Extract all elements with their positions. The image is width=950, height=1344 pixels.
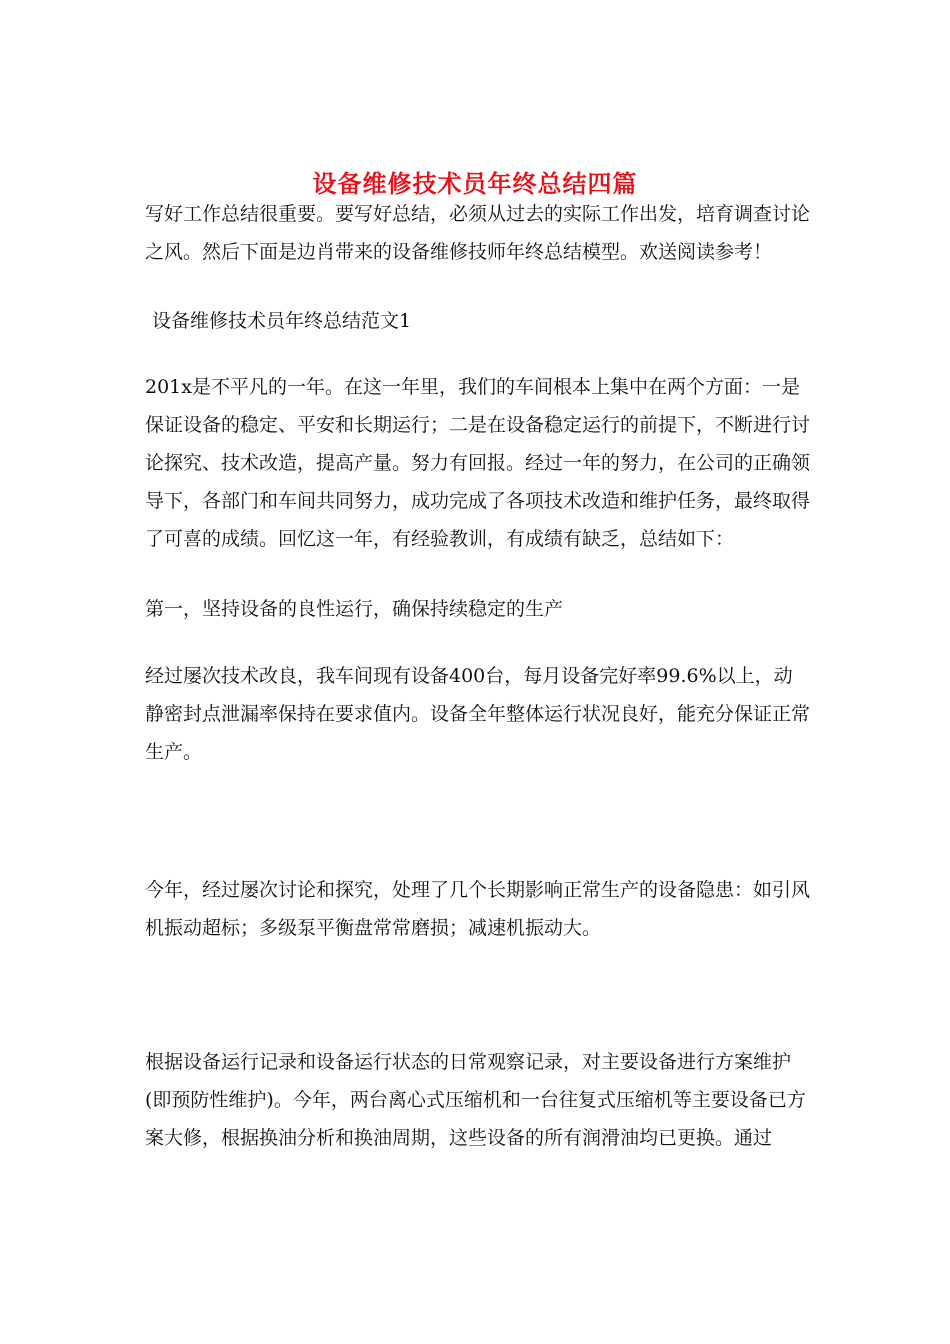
body-paragraph-2-heading: 第一，坚持设备的良性运行，确保持续稳定的生产 xyxy=(145,598,564,620)
section-subheading: 设备维修技术员年终总结范文1 xyxy=(152,310,412,332)
body-paragraph-5: 根据设备运行记录和设备运行状态的日常观察记录，对主要设备进行方案维护(即预防性维护)。今年，两台离心式压缩机和一台往复式压缩机等主要设备已方案大修，根据换油分析和换油周期，这些设备的所有润滑油均已更换。通过 xyxy=(145,1051,806,1149)
body-paragraph-3: 经过屡次技术改良，我车间现有设备400台，每月设备完好率99.6%以上，动静密封点泄漏率保持在要求值内。设备全年整体运行状况良好，能充分保证正常生产。 xyxy=(145,665,811,763)
body-paragraph-1: 201x是不平凡的一年。在这一年里，我们的车间根本上集中在两个方面：一是保证设备的稳定、平安和长期运行；二是在设备稳定运行的前提下，不断进行讨论探究、技术改造，提高产量。努力有回报。经过一年的努力，在公司的正确领导下，各部门和车间共同努力，成功完成了各项技术改造和维护任务，最终取得了可喜的成绩。回忆这一年，有经验教训，有成绩有缺乏，总结如下： xyxy=(145,376,811,550)
body-paragraph-4: 今年，经过屡次讨论和探究，处理了几个长期影响正常生产的设备隐患：如引风机振动超标；多级泵平衡盘常常磨损；减速机振动大。 xyxy=(145,879,811,939)
document-title: 设备维修技术员年终总结四篇 xyxy=(312,170,638,199)
intro-paragraph: 写好工作总结很重要。要写好总结，必须从过去的实际工作出发，培育调查讨论之风。然后下面是边肖带来的设备维修技师年终总结模型。欢送阅读参考！ xyxy=(145,203,811,263)
